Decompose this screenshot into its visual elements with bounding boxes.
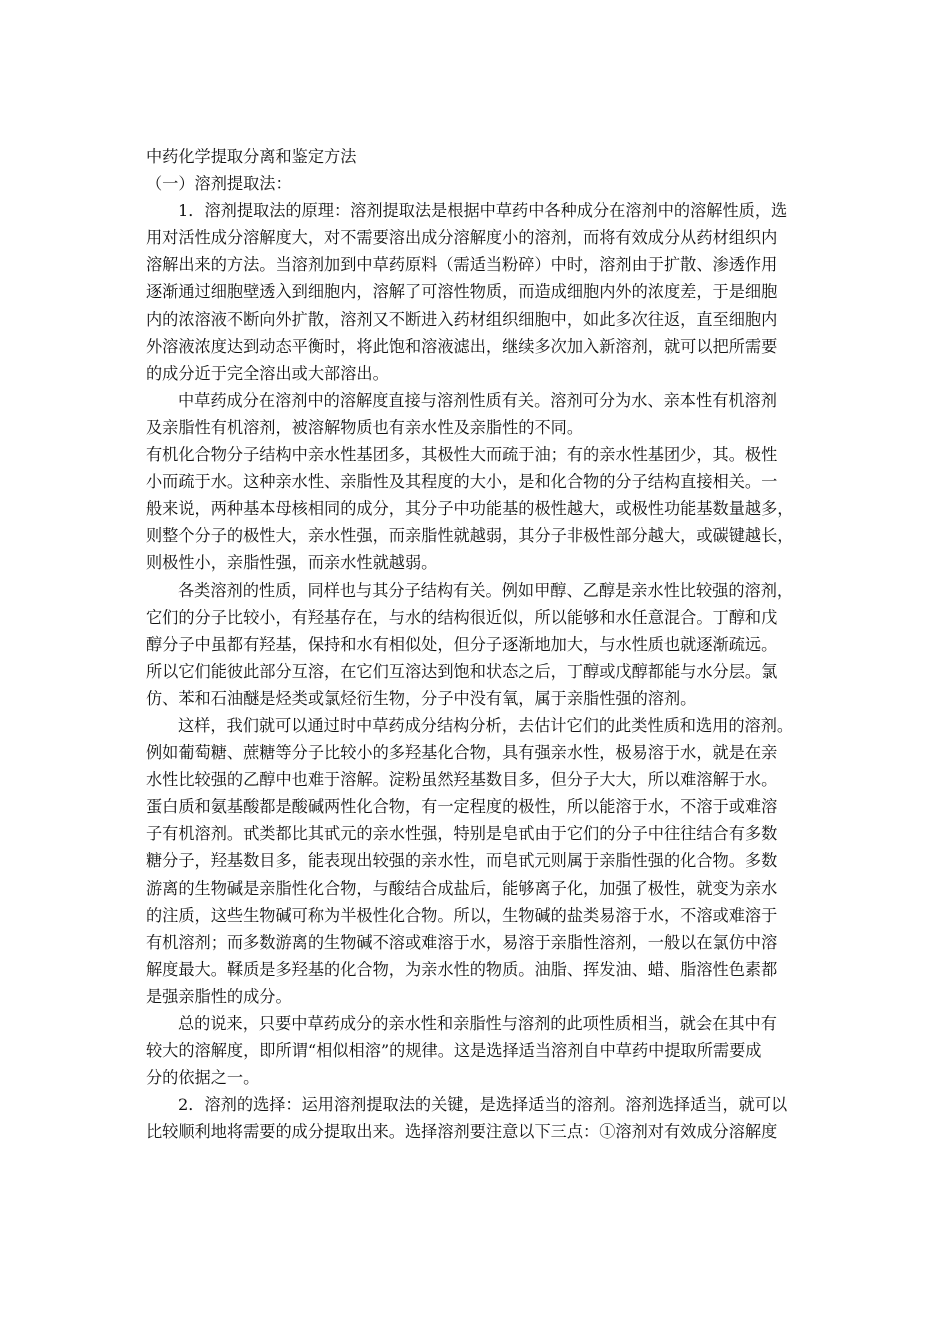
paragraph-line: 则整个分子的极性大，亲水性强，而亲脂性就越弱，其分子非极性部分越大，或碳键越长，	[146, 526, 794, 546]
paragraph-line: 子有机溶剂。甙类都比其甙元的亲水性强，特别是皂甙由于它们的分子中往往结合有多数	[146, 824, 778, 844]
paragraph-line: 溶解出来的方法。当溶剂加到中草药原料（需适当粉碎）中时，溶剂由于扩散、渗透作用	[146, 255, 778, 275]
paragraph-line: 的成分近于完全溶出或大部溶出。	[146, 363, 389, 383]
paragraph-line: 的注质，这些生物碱可称为半极性化合物。所以，生物碱的盐类易溶于水，不溶或难溶于	[146, 905, 778, 925]
paragraph-line: 蛋白质和氨基酸都是酸碱两性化合物，有一定程度的极性，所以能溶于水，不溶于或难溶	[146, 797, 778, 817]
paragraph	[146, 197, 810, 387]
paragraph-line: 分的依据之一。	[146, 1068, 260, 1088]
paragraph-line: 有机化合物分子结构中亲水性基团多，其极性大而疏于油；有的亲水性基团少，其。极性	[146, 445, 778, 465]
paragraph	[146, 712, 810, 1010]
paragraph-line: 外溶液浓度达到动态平衡时，将此饱和溶液滤出，继续多次加入新溶剂，就可以把所需要	[146, 336, 778, 356]
paragraph-line: 游离的生物碱是亲脂性化合物，与酸结合成盐后，能够离子化，加强了极性，就变为亲水	[146, 878, 778, 898]
section-heading: （一）溶剂提取法：	[146, 174, 292, 194]
paragraph-line: 是强亲脂性的成分。	[146, 986, 292, 1006]
paragraph-line: 内的浓溶液不断向外扩散，溶剂又不断进入药材组织细胞中，如此多次往返，直至细胞内	[146, 309, 778, 329]
paragraph	[146, 1091, 810, 1145]
paragraph-line: 例如葡萄糖、蔗糖等分子比较小的多羟基化合物，具有强亲水性，极易溶于水，就是在亲	[146, 743, 778, 763]
paragraph-line: 比较顺利地将需要的成分提取出来。选择溶剂要注意以下三点：①溶剂对有效成分溶解度	[146, 1122, 778, 1142]
paragraph-line: 各类溶剂的性质，同样也与其分子结构有关。例如甲醇、乙醇是亲水性比较强的溶剂，	[178, 580, 794, 600]
paragraph-line: 水性比较强的乙醇中也难于溶解。淀粉虽然羟基数目多，但分子大大，所以难溶解于水。	[146, 770, 778, 790]
paragraph-line: 及亲脂性有机溶剂，被溶解物质也有亲水性及亲脂性的不同。	[146, 417, 584, 437]
document-page	[146, 143, 810, 1145]
document-body	[146, 197, 810, 1145]
paragraph	[146, 1010, 810, 1091]
paragraph-line: 解度最大。鞣质是多羟基的化合物，为亲水性的物质。油脂、挥发油、蜡、脂溶性色素都	[146, 959, 778, 979]
paragraph	[146, 577, 810, 712]
paragraph	[146, 441, 810, 576]
paragraph-line: 仿、苯和石油醚是烃类或氯烃衍生物，分子中没有氧，属于亲脂性强的溶剂。	[146, 688, 697, 708]
document-title: 中药化学提取分离和鉴定方法	[146, 147, 357, 166]
paragraph-line: 这样，我们就可以通过时中草药成分结构分析，去估计它们的此类性质和选用的溶剂。	[178, 715, 794, 735]
paragraph-line: 糖分子，羟基数目多，能表现出较强的亲水性，而皂甙元则属于亲脂性强的化合物。多数	[146, 851, 778, 871]
paragraph-line: 用对活性成分溶解度大，对不需要溶出成分溶解度小的溶剂，而将有效成分从药材组织内	[146, 228, 778, 248]
paragraph-line: 般来说，两种基本母核相同的成分，其分子中功能基的极性越大，或极性功能基数量越多，	[146, 499, 794, 519]
paragraph-line: 较大的溶解度，即所谓“相似相溶”的规律。这是选择适当溶剂自中草药中提取所需要成	[146, 1041, 762, 1061]
paragraph-line: 它们的分子比较小，有羟基存在，与水的结构很近似，所以能够和水任意混合。丁醇和戊	[146, 607, 778, 627]
paragraph-line: 总的说来，只要中草药成分的亲水性和亲脂性与溶剂的此项性质相当，就会在其中有	[178, 1014, 777, 1033]
paragraph-line: 则极性小，亲脂性强，而亲水性就越弱。	[146, 553, 438, 573]
paragraph-line: 逐渐通过细胞壁透入到细胞内，溶解了可溶性物质，而造成细胞内外的浓度差，于是细胞	[146, 282, 778, 302]
paragraph-line: 醇分子中虽都有羟基，保持和水有相似处，但分子逐渐地加大，与水性质也就逐渐疏远。	[146, 634, 778, 654]
paragraph-line: 小而疏于水。这种亲水性、亲脂性及其程度的大小，是和化合物的分子结构直接相关。一	[146, 472, 778, 492]
paragraph-line: 中草药成分在溶剂中的溶解度直接与溶剂性质有关。溶剂可分为水、亲本性有机溶剂	[178, 390, 777, 410]
paragraph	[146, 387, 810, 441]
paragraph-line: 所以它们能彼此部分互溶，在它们互溶达到饱和状态之后，丁醇或戊醇都能与水分层。氯	[146, 661, 778, 681]
paragraph-line: 1．溶剂提取法的原理：溶剂提取法是根据中草药中各种成分在溶剂中的溶解性质，选	[178, 201, 788, 221]
paragraph-line: 2．溶剂的选择：运用溶剂提取法的关键，是选择适当的溶剂。溶剂选择适当，就可以	[178, 1095, 788, 1115]
paragraph-line: 有机溶剂；而多数游离的生物碱不溶或难溶于水，易溶于亲脂性溶剂，一般以在氯仿中溶	[146, 932, 778, 952]
